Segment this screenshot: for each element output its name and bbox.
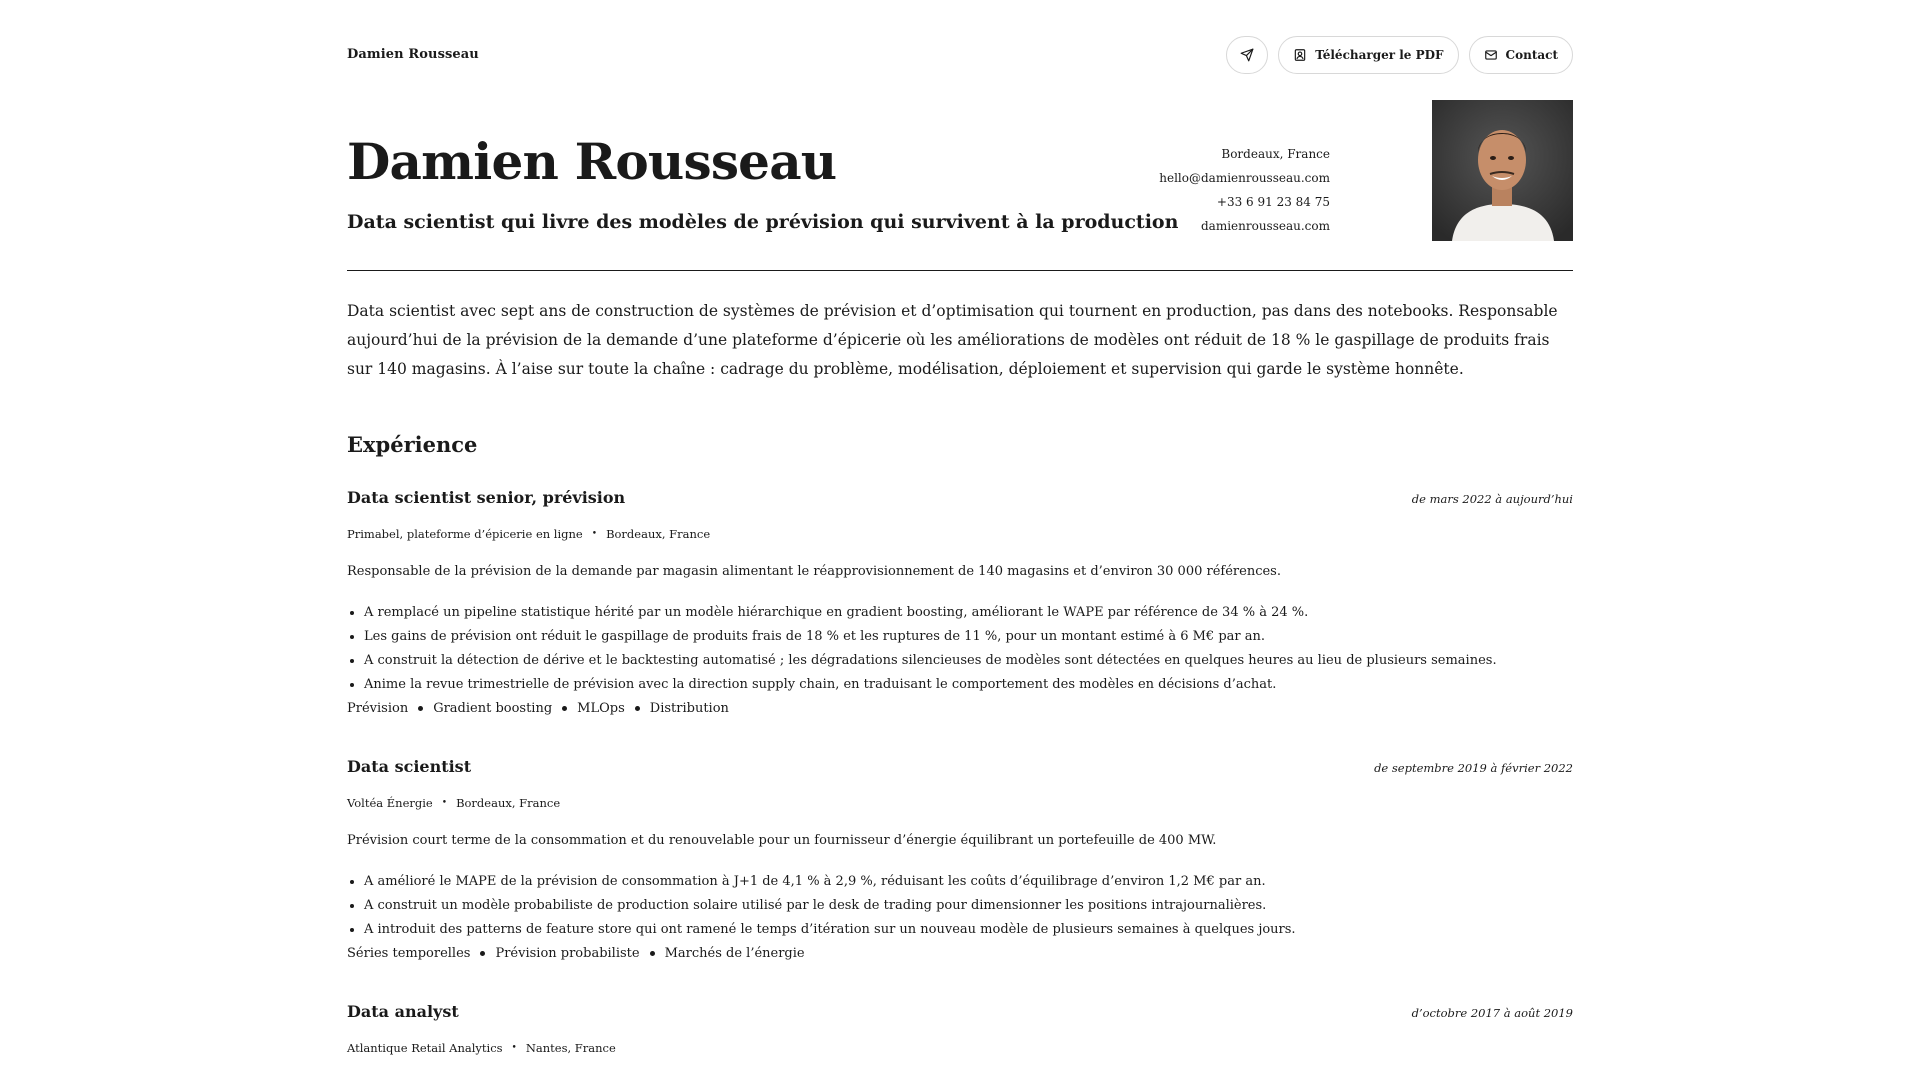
separator-dot: • xyxy=(591,529,598,539)
job-location: Bordeaux, France xyxy=(606,527,711,541)
top-bar xyxy=(347,0,1573,88)
job-header xyxy=(347,1002,1573,1021)
separator-dot: • xyxy=(511,1043,517,1053)
job-header xyxy=(347,757,1573,776)
job-meta xyxy=(347,796,1573,810)
skill-tag: Distribution xyxy=(649,701,729,716)
location-text: Bordeaux, France xyxy=(1221,147,1330,161)
skill-tag: MLOps xyxy=(577,701,625,716)
tag-separator xyxy=(562,706,567,711)
achievement-item: • Anime la revue trimestrielle de prévision avec la direction supply chain, en traduisant le comportement des modèles en décisions d’achat. xyxy=(364,673,1573,697)
brand-name[interactable]: Damien Rousseau xyxy=(347,47,479,62)
job-entry xyxy=(347,757,1573,961)
job-description: Prévision court terme de la consommation et du renouvelable pour un fournisseur d’énergie équilibrant un portefeuille de 400 MW. xyxy=(347,833,1217,848)
skill-tag: Prévision xyxy=(347,701,409,716)
portrait-illustration xyxy=(1432,100,1573,241)
separator-dot: • xyxy=(441,798,448,808)
tag-separator xyxy=(418,706,423,711)
header-divider xyxy=(347,270,1573,271)
resume-page xyxy=(347,0,1573,1055)
achievement-item: • A remplacé un pipeline statistique hérité par un modèle hiérarchique en gradient boosting, améliorant le WAPE par référence de 34 % à 24 %. xyxy=(364,601,1573,625)
contact-details xyxy=(1159,142,1330,238)
skill-tag: Gradient boosting xyxy=(433,701,553,716)
contact-button[interactable] xyxy=(1469,36,1573,74)
contact-label: Contact xyxy=(1505,48,1558,62)
phone-link[interactable]: +33 6 91 23 84 75 xyxy=(1216,195,1330,209)
job-location: Nantes, France xyxy=(525,1041,616,1055)
profile-photo xyxy=(1432,100,1573,241)
job-tags xyxy=(347,946,1573,961)
download-pdf-button[interactable] xyxy=(1278,36,1458,74)
send-icon xyxy=(1240,48,1254,62)
skill-tag: Séries temporelles xyxy=(347,946,471,961)
job-description: Responsable de la prévision de la demande par magasin alimentant le réapprovisionnement de 140 magasins et d’environ 30 000 références. xyxy=(347,564,1281,579)
top-actions xyxy=(1226,36,1573,74)
job-header xyxy=(347,488,1573,507)
job-meta xyxy=(347,527,1573,541)
job-entry xyxy=(347,1002,1573,1055)
job-tags xyxy=(347,701,1573,716)
tag-separator xyxy=(635,706,640,711)
email-link[interactable]: hello@damienrousseau.com xyxy=(1159,171,1330,185)
job-title: Data scientist senior, prévision xyxy=(347,488,626,507)
job-achievements xyxy=(347,601,1573,697)
download-pdf-label: Télécharger le PDF xyxy=(1315,48,1444,62)
tag-separator xyxy=(650,951,655,956)
resume-header xyxy=(347,94,1573,270)
job-location: Bordeaux, France xyxy=(456,796,561,810)
summary-text: Data scientist avec sept ans de construction de systèmes de prévision et d’optimisation qui tournent en production, pas dans des notebooks. Responsable aujourd’hui de la prévision de la demande d’une plateforme d’épicerie où les améliorations de modèles ont réduit de 18 % le gaspillage de produits frais sur 140 magasins. À l’aise sur toute la chaîne : cadrage du problème, modélisation, déploiement et supervision qui garde le système honnête. xyxy=(347,302,1558,378)
job-achievements xyxy=(347,870,1573,942)
achievement-item: • A construit la détection de dérive et le backtesting automatisé ; les dégradations silencieuses de modèles sont détectées en quelques heures au lieu de plusieurs semaines. xyxy=(364,649,1573,673)
job-date: de septembre 2019 à février 2022 xyxy=(1374,761,1573,775)
website-link[interactable]: damienrousseau.com xyxy=(1200,219,1330,233)
full-name: Damien Rousseau xyxy=(347,132,837,191)
achievement-item: • Les gains de prévision ont réduit le gaspillage de produits frais de 18 % et les ruptures de 11 %, pour un montant estimé à 6 M€ par an. xyxy=(364,625,1573,649)
job-date: d’octobre 2017 à août 2019 xyxy=(1411,1006,1573,1020)
job-company: Primabel, plateforme d’épicerie en ligne xyxy=(347,527,583,541)
share-button[interactable] xyxy=(1226,36,1268,74)
achievement-item: • A introduit des patterns de feature store qui ont ramené le temps d’itération sur un nouveau modèle de plusieurs semaines à quelques jours. xyxy=(364,918,1573,942)
job-date: de mars 2022 à aujourd’hui xyxy=(1411,492,1573,506)
skill-tag: Prévision probabiliste xyxy=(495,946,640,961)
mail-icon xyxy=(1484,48,1498,62)
skill-tag: Marchés de l’énergie xyxy=(664,946,805,961)
file-download-icon xyxy=(1293,48,1307,62)
job-company: Voltéa Énergie xyxy=(347,796,433,810)
job-meta xyxy=(347,1041,1573,1055)
achievement-item: • A amélioré le MAPE de la prévision de consommation à J+1 de 4,1 % à 2,9 %, réduisant les coûts d’équilibrage d’environ 1,2 M€ par an. xyxy=(364,870,1573,894)
job-title: Data analyst xyxy=(347,1002,459,1021)
achievement-item: • A construit un modèle probabiliste de production solaire utilisé par le desk de trading pour dimensionner les positions intrajournalières. xyxy=(364,894,1573,918)
experience-heading: Expérience xyxy=(347,432,478,457)
tag-separator xyxy=(480,951,485,956)
tagline: Data scientist qui livre des modèles de prévision qui survivent à la production xyxy=(347,211,1179,233)
job-entry xyxy=(347,488,1573,716)
job-company: Atlantique Retail Analytics xyxy=(347,1041,503,1055)
job-title: Data scientist xyxy=(347,757,472,776)
